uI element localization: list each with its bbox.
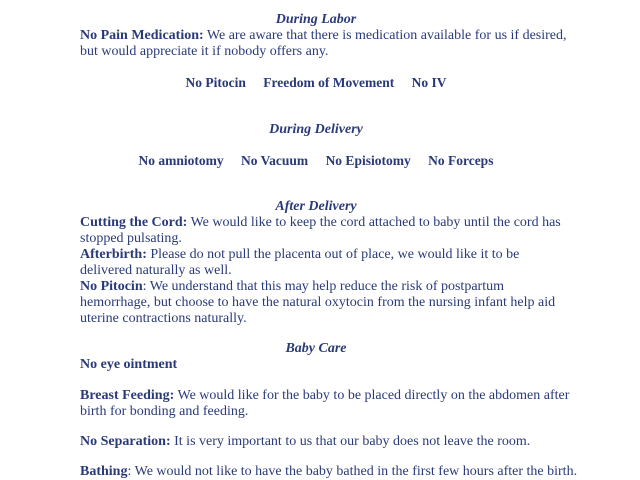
breast-feeding-text: We would like for the baby to be placed directly on the abdomen after birth for bonding and feeding. bbox=[80, 388, 570, 419]
bathing-label: Bathing bbox=[80, 464, 128, 479]
pain-medication-paragraph bbox=[80, 28, 570, 60]
delivery-preferences-row bbox=[0, 153, 632, 169]
no-separation-text: It is very important to us that our baby does not leave the room. bbox=[174, 434, 531, 449]
baby-care-heading: Baby Care bbox=[285, 341, 347, 356]
no-separation-label: No Separation: bbox=[80, 434, 171, 449]
after-delivery-heading: After Delivery bbox=[275, 199, 357, 214]
breast-feeding-paragraph bbox=[80, 388, 570, 420]
delivery-item: No Forceps bbox=[428, 153, 494, 168]
during-delivery-heading: During Delivery bbox=[269, 122, 363, 137]
pain-medication-label: No Pain Medication: bbox=[80, 28, 204, 43]
delivery-item: No amniotomy bbox=[138, 153, 224, 168]
after-delivery-paragraph bbox=[80, 215, 570, 327]
labor-item: Freedom of Movement bbox=[263, 75, 395, 90]
no-pitocin-label: No Pitocin bbox=[80, 279, 143, 294]
bathing-paragraph bbox=[80, 464, 640, 480]
delivery-item: No Vacuum bbox=[241, 153, 309, 168]
cutting-cord-text: We would like to keep the cord attached to baby until the cord has stopped pulsating. bbox=[80, 215, 561, 246]
no-pitocin-item bbox=[80, 279, 570, 327]
delivery-item: No Episiotomy bbox=[325, 153, 411, 168]
labor-preferences-row bbox=[0, 75, 632, 91]
no-pitocin-text: : We understand that this may help reduce the risk of postpartum hemorrhage, but choose to have the natural oxytocin from the nursing infant help aid uterine contractions naturally. bbox=[80, 279, 556, 326]
breast-feeding-label: Breast Feeding: bbox=[80, 388, 175, 403]
labor-item: No Pitocin bbox=[185, 75, 246, 90]
no-separation-paragraph bbox=[80, 434, 570, 450]
afterbirth-text: Please do not pull the placenta out of place, we would like it to be delivered naturally as well. bbox=[80, 247, 520, 278]
during-labor-heading: During Labor bbox=[275, 12, 357, 27]
afterbirth-item bbox=[80, 247, 570, 279]
cutting-cord-label: Cutting the Cord: bbox=[80, 215, 188, 230]
afterbirth-label: Afterbirth: bbox=[80, 247, 147, 262]
no-eye-ointment: No eye ointment bbox=[80, 357, 178, 372]
pain-medication-text: We are aware that there is medication available for us if desired, but would appreciate it if nobody offers any. bbox=[80, 28, 567, 59]
cutting-cord-item bbox=[80, 215, 570, 247]
bathing-text: : We would not like to have the baby bathed in the first few hours after the birth. bbox=[127, 464, 578, 479]
labor-item: No IV bbox=[411, 75, 447, 90]
